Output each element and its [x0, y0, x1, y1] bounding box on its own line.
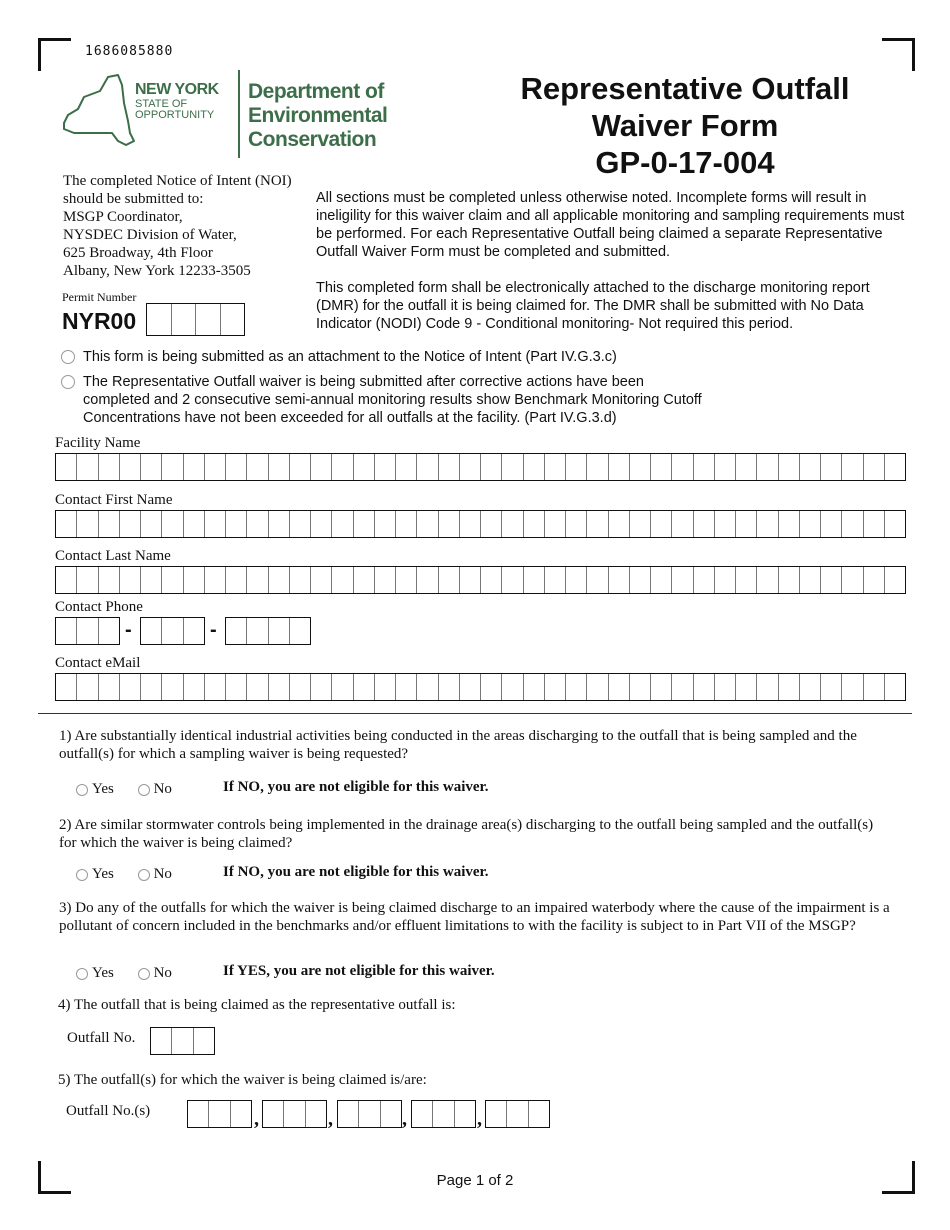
question-2-answers — [76, 866, 192, 883]
question-5-text: 5) The outfall(s) for which the waiver is being claimed is/are: — [58, 1072, 427, 1088]
last-name-input[interactable] — [55, 566, 906, 594]
question-4-text: 4) The outfall that is being claimed as the representative outfall is: — [58, 997, 456, 1013]
question-3-yes[interactable] — [76, 965, 114, 982]
email-label: Contact eMail — [55, 655, 141, 671]
outfall-comma: , — [477, 1108, 482, 1130]
phone-separator: - — [210, 619, 217, 641]
form-id: 1686085880 — [85, 44, 174, 59]
question-2-yes[interactable] — [76, 866, 114, 883]
page-number: Page 1 of 2 — [436, 1172, 514, 1189]
department-line-1: Department of — [248, 80, 384, 103]
question-3-warning: If YES, you are not eligible for this waiver. — [223, 963, 495, 979]
first-name-input[interactable] — [55, 510, 906, 538]
logo-divider — [238, 70, 240, 158]
waived-outfall-input-1[interactable] — [187, 1100, 252, 1128]
state-tagline-1: STATE OF — [135, 98, 188, 110]
question-1-yes[interactable] — [76, 781, 114, 798]
question-2-yes-radio[interactable] — [76, 869, 88, 881]
address-line: Albany, New York 12233-3505 — [63, 263, 251, 279]
facility-name-label: Facility Name — [55, 435, 141, 451]
phone-label: Contact Phone — [55, 599, 143, 615]
question-3-answers — [76, 965, 192, 982]
question-3-text: 3) Do any of the outfalls for which the waiver is being claimed discharge to an impaired waterbody where the cause of the impairment is a pollutant of concern included in the benchmarks and/or effluent limitations to with the facility is subject to in Part VII of the MSGP? — [59, 900, 890, 934]
question-1-no[interactable] — [138, 781, 172, 798]
question-1-text: 1) Are substantially identical industrial activities being conducted in the areas discharging to the outfall that is being sampled and the outfall(s) for which a sampling waiver is being requested? — [59, 728, 857, 762]
department-line-2: Environmental — [248, 104, 388, 127]
question-1-warning: If NO, you are not eligible for this waiver. — [223, 779, 489, 795]
instructions — [316, 189, 916, 333]
yes-label: Yes — [92, 866, 114, 882]
department-line-3: Conservation — [248, 128, 377, 151]
waived-outfall-input-5[interactable] — [485, 1100, 550, 1128]
instructions-paragraph-1: All sections must be completed unless otherwise noted. Incomplete forms will result in ineligility for this waiver claim and all applicable monitoring and sampling requirements must be performed. For each Representative Outfall being claimed a separate Representative Outfall Waiver Form must be completed and submitted. — [316, 190, 905, 260]
address-line: MSGP Coordinator, — [63, 209, 183, 225]
option-2-radio[interactable] — [61, 375, 75, 389]
phone-separator: - — [125, 619, 132, 641]
yes-label: Yes — [92, 781, 114, 797]
question-3-yes-radio[interactable] — [76, 968, 88, 980]
waived-outfall-input-3[interactable] — [337, 1100, 402, 1128]
submission-address — [63, 172, 292, 280]
outfall-comma: , — [328, 1108, 333, 1130]
no-label: No — [153, 965, 172, 981]
waived-outfall-input-2[interactable] — [262, 1100, 327, 1128]
question-1-answers — [76, 781, 192, 798]
question-2-no-radio[interactable] — [138, 869, 150, 881]
no-label: No — [153, 781, 172, 797]
option-2-label: The Representative Outfall waiver is being submitted after corrective actions have been completed and 2 consecutive semi-annual monitoring results show Benchmark Monitoring Cutoff Concentrations have not been exceeded for all outfalls at the facility. (Part IV.G.3.d) — [83, 374, 702, 426]
yes-label: Yes — [92, 965, 114, 981]
facility-name-input[interactable] — [55, 453, 906, 481]
state-name: NEW YORK — [135, 81, 219, 98]
email-input[interactable] — [55, 673, 906, 701]
question-2-warning: If NO, you are not eligible for this waiver. — [223, 864, 489, 880]
new-york-state-map-icon — [60, 71, 135, 149]
question-3-no-radio[interactable] — [138, 968, 150, 980]
question-2-no[interactable] — [138, 866, 172, 883]
address-line: The completed Notice of Intent (NOI) — [63, 173, 292, 189]
corner-mark-top-left — [38, 38, 71, 71]
outfall-numbers-label: Outfall No.(s) — [66, 1103, 151, 1119]
outfall-comma: , — [254, 1108, 259, 1130]
question-2-text: 2) Are similar stormwater controls being implemented in the drainage area(s) discharging to the outfall being sampled and the outfall(s) for which the waiver is being claimed? — [59, 817, 874, 851]
form-title-line-3: GP-0-17-004 — [595, 145, 775, 180]
phone-line-input[interactable] — [225, 617, 311, 645]
instructions-paragraph-2: This completed form shall be electronically attached to the discharge monitoring report (DMR) for the outfall it is being claimed for. The DMR shall be submitted with No Data Indicator (NODI) Code 9 - Conditional monitoring- Not required this period. — [316, 280, 870, 332]
last-name-label: Contact Last Name — [55, 548, 171, 564]
corner-mark-top-right — [882, 38, 915, 71]
form-title-line-1: Representative Outfall — [520, 71, 850, 106]
permit-number-prefix: NYR00 — [62, 308, 137, 334]
permit-number-label: Permit Number — [62, 290, 137, 304]
outfall-comma: , — [402, 1108, 407, 1130]
section-divider — [38, 713, 912, 714]
phone-area-code-input[interactable] — [55, 617, 120, 645]
first-name-label: Contact First Name — [55, 492, 173, 508]
representative-outfall-input[interactable] — [150, 1027, 215, 1055]
waived-outfall-input-4[interactable] — [411, 1100, 476, 1128]
address-line: should be submitted to: — [63, 191, 204, 207]
option-1-radio[interactable] — [61, 350, 75, 364]
address-line: NYSDEC Division of Water, — [63, 227, 237, 243]
form-title-line-2: Waiver Form — [591, 108, 779, 143]
question-1-yes-radio[interactable] — [76, 784, 88, 796]
form-title — [470, 70, 900, 181]
phone-prefix-input[interactable] — [140, 617, 205, 645]
no-label: No — [153, 866, 172, 882]
option-1-label: This form is being submitted as an attachment to the Notice of Intent (Part IV.G.3.c) — [83, 349, 617, 365]
address-line: 625 Broadway, 4th Floor — [63, 245, 213, 261]
permit-number-input[interactable] — [146, 303, 245, 336]
agency-logo — [60, 68, 410, 163]
outfall-number-label: Outfall No. — [67, 1030, 136, 1046]
question-3-no[interactable] — [138, 965, 172, 982]
question-1-no-radio[interactable] — [138, 784, 150, 796]
state-tagline-2: OPPORTUNITY — [135, 109, 215, 121]
